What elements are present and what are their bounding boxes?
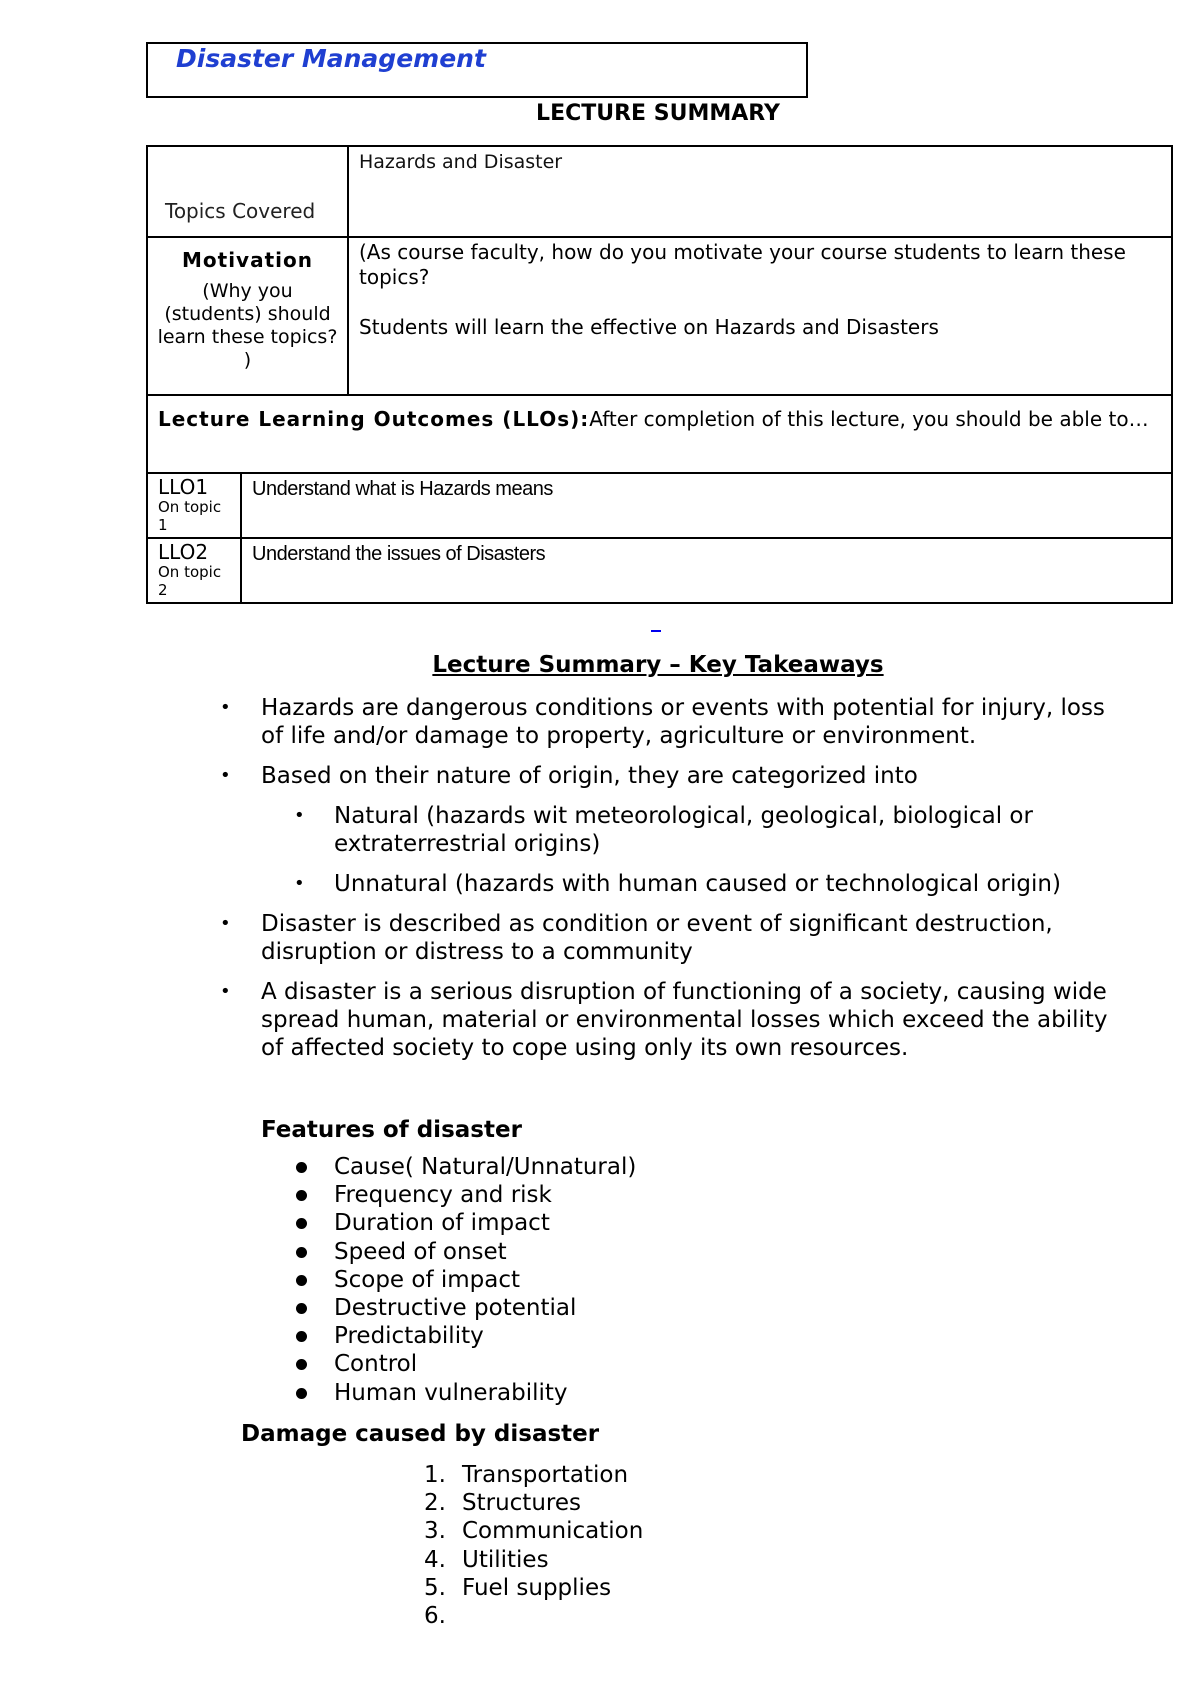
- llo1-description: Understand what is Hazards means: [241, 473, 1172, 538]
- takeaway-text: Hazards are dangerous conditions or events with potential for injury, loss of life and/or damage to property, agriculture or environment.: [261, 695, 1105, 749]
- motivation-label-cell: [147, 237, 348, 395]
- motivation-question: (As course faculty, how do you motivate your course students to learn these topics?: [359, 240, 1126, 289]
- lecture-summary-heading: LECTURE SUMMARY: [536, 101, 780, 126]
- list-item: [296, 1379, 636, 1407]
- list-number: 2.: [424, 1490, 446, 1517]
- bullet-icon: •: [220, 697, 231, 718]
- feature-text: Speed of onset: [334, 1238, 507, 1265]
- list-item: [424, 1574, 643, 1602]
- feature-text: Cause( Natural/Unnatural): [334, 1154, 637, 1180]
- list-item: [296, 1181, 636, 1209]
- bullet-dot-icon: [296, 1359, 307, 1370]
- bullet-dot-icon: [296, 1247, 307, 1258]
- list-number: 6.: [424, 1603, 446, 1630]
- feature-text: Human vulnerability: [334, 1379, 568, 1406]
- topics-covered-label: Topics Covered: [165, 199, 316, 223]
- llo2-topic: On topic 2: [158, 563, 222, 599]
- list-item: [294, 870, 1120, 898]
- course-title-box: [146, 42, 808, 98]
- list-item: [424, 1461, 643, 1489]
- topics-covered-label-cell: [147, 146, 348, 237]
- feature-text: Control: [334, 1351, 418, 1378]
- list-item: [424, 1489, 643, 1517]
- damage-heading: Damage caused by disaster: [241, 1421, 600, 1447]
- list-item: [296, 1294, 636, 1322]
- table-row-topics: [147, 146, 1172, 237]
- takeaway-subtext: Natural (hazards wit meteorological, geological, biological or extraterrestrial origins): [334, 803, 1033, 857]
- list-item: [296, 1350, 636, 1378]
- takeaway-text: Based on their nature of origin, they are categorized into: [261, 763, 918, 789]
- bullet-dot-icon: [296, 1275, 307, 1286]
- bullet-dot-icon: [296, 1190, 307, 1201]
- llo2-description: Understand the issues of Disasters: [241, 538, 1172, 603]
- features-heading: Features of disaster: [261, 1117, 522, 1143]
- bullet-icon: •: [220, 913, 231, 934]
- bullet-dot-icon: [296, 1218, 307, 1229]
- table-row-llo1: [147, 473, 1172, 538]
- damage-text: Transportation: [462, 1462, 629, 1488]
- damage-text: Communication: [462, 1518, 644, 1545]
- bullet-icon: •: [220, 981, 231, 1002]
- lecture-summary-table: [146, 145, 1173, 604]
- table-row-llo2: [147, 538, 1172, 603]
- llo1-code: LLO1: [158, 475, 209, 499]
- takeaway-subtext: Unnatural (hazards with human caused or technological origin): [334, 871, 1061, 897]
- llo2-code: LLO2: [158, 540, 209, 564]
- llo2-id-cell: [147, 538, 241, 603]
- list-item: [294, 802, 1120, 858]
- llo1-id-cell: [147, 473, 241, 538]
- list-item: [220, 762, 1120, 898]
- bullet-dot-icon: [296, 1388, 307, 1399]
- damage-text: Utilities: [462, 1546, 549, 1573]
- damage-list: [424, 1461, 643, 1630]
- list-item: [424, 1546, 643, 1574]
- list-item: [220, 978, 1120, 1062]
- llo-header-text: After completion of this lecture, you should be able to…: [589, 407, 1149, 431]
- feature-text: Duration of impact: [334, 1210, 550, 1237]
- list-item: [296, 1266, 636, 1294]
- bullet-icon: •: [294, 805, 305, 826]
- motivation-answer: Students will learn the effective on Hazards and Disasters: [359, 315, 939, 339]
- takeaway-text: Disaster is described as condition or event of significant destruction, disruption or distress to a community: [261, 911, 1053, 965]
- table-row-motivation: [147, 237, 1172, 395]
- key-takeaways-list: [220, 694, 1120, 1074]
- course-title: Disaster Management: [176, 44, 486, 73]
- key-takeaways-heading: Lecture Summary – Key Takeaways: [432, 652, 884, 678]
- bullet-dot-icon: [296, 1331, 307, 1342]
- list-number: 1.: [424, 1462, 446, 1488]
- feature-text: Frequency and risk: [334, 1182, 552, 1209]
- motivation-label: Motivation: [182, 248, 313, 272]
- topics-covered-value: Hazards and Disaster: [348, 146, 1172, 237]
- feature-text: Destructive potential: [334, 1295, 577, 1322]
- damage-text: Structures: [462, 1490, 581, 1517]
- feature-text: Predictability: [334, 1323, 484, 1350]
- list-item: [424, 1602, 643, 1630]
- list-number: 5.: [424, 1574, 446, 1601]
- list-number: 4.: [424, 1546, 446, 1573]
- llo1-topic: On topic 1: [158, 498, 222, 534]
- llo-header-title: Lecture Learning Outcomes (LLOs):: [158, 407, 590, 431]
- bullet-dot-icon: [296, 1303, 307, 1314]
- bullet-dot-icon: [296, 1162, 307, 1173]
- damage-text: Fuel supplies: [462, 1574, 612, 1601]
- list-number: 3.: [424, 1518, 446, 1545]
- bullet-icon: •: [220, 765, 231, 786]
- list-item: [296, 1153, 636, 1181]
- motivation-sublabel: (Why you (students) should learn these topics? ): [157, 280, 338, 371]
- bullet-icon: •: [294, 873, 305, 894]
- feature-text: Scope of impact: [334, 1266, 521, 1293]
- list-item: [220, 694, 1120, 750]
- list-item: [296, 1322, 636, 1350]
- list-item: [296, 1238, 636, 1266]
- link-underline-mark: [651, 630, 661, 632]
- table-row-llo-header: [147, 395, 1172, 473]
- takeaway-text: A disaster is a serious disruption of functioning of a society, causing wide spread human, material or environmental losses which exceed the ability of affected society to cope using only its own resources.: [261, 979, 1108, 1061]
- motivation-value-cell: [348, 237, 1172, 395]
- llo-header-cell: [147, 395, 1172, 473]
- list-item: [220, 910, 1120, 966]
- features-list: [296, 1153, 636, 1407]
- hazard-categories-list: [261, 802, 1120, 898]
- list-item: [296, 1209, 636, 1237]
- list-item: [424, 1517, 643, 1545]
